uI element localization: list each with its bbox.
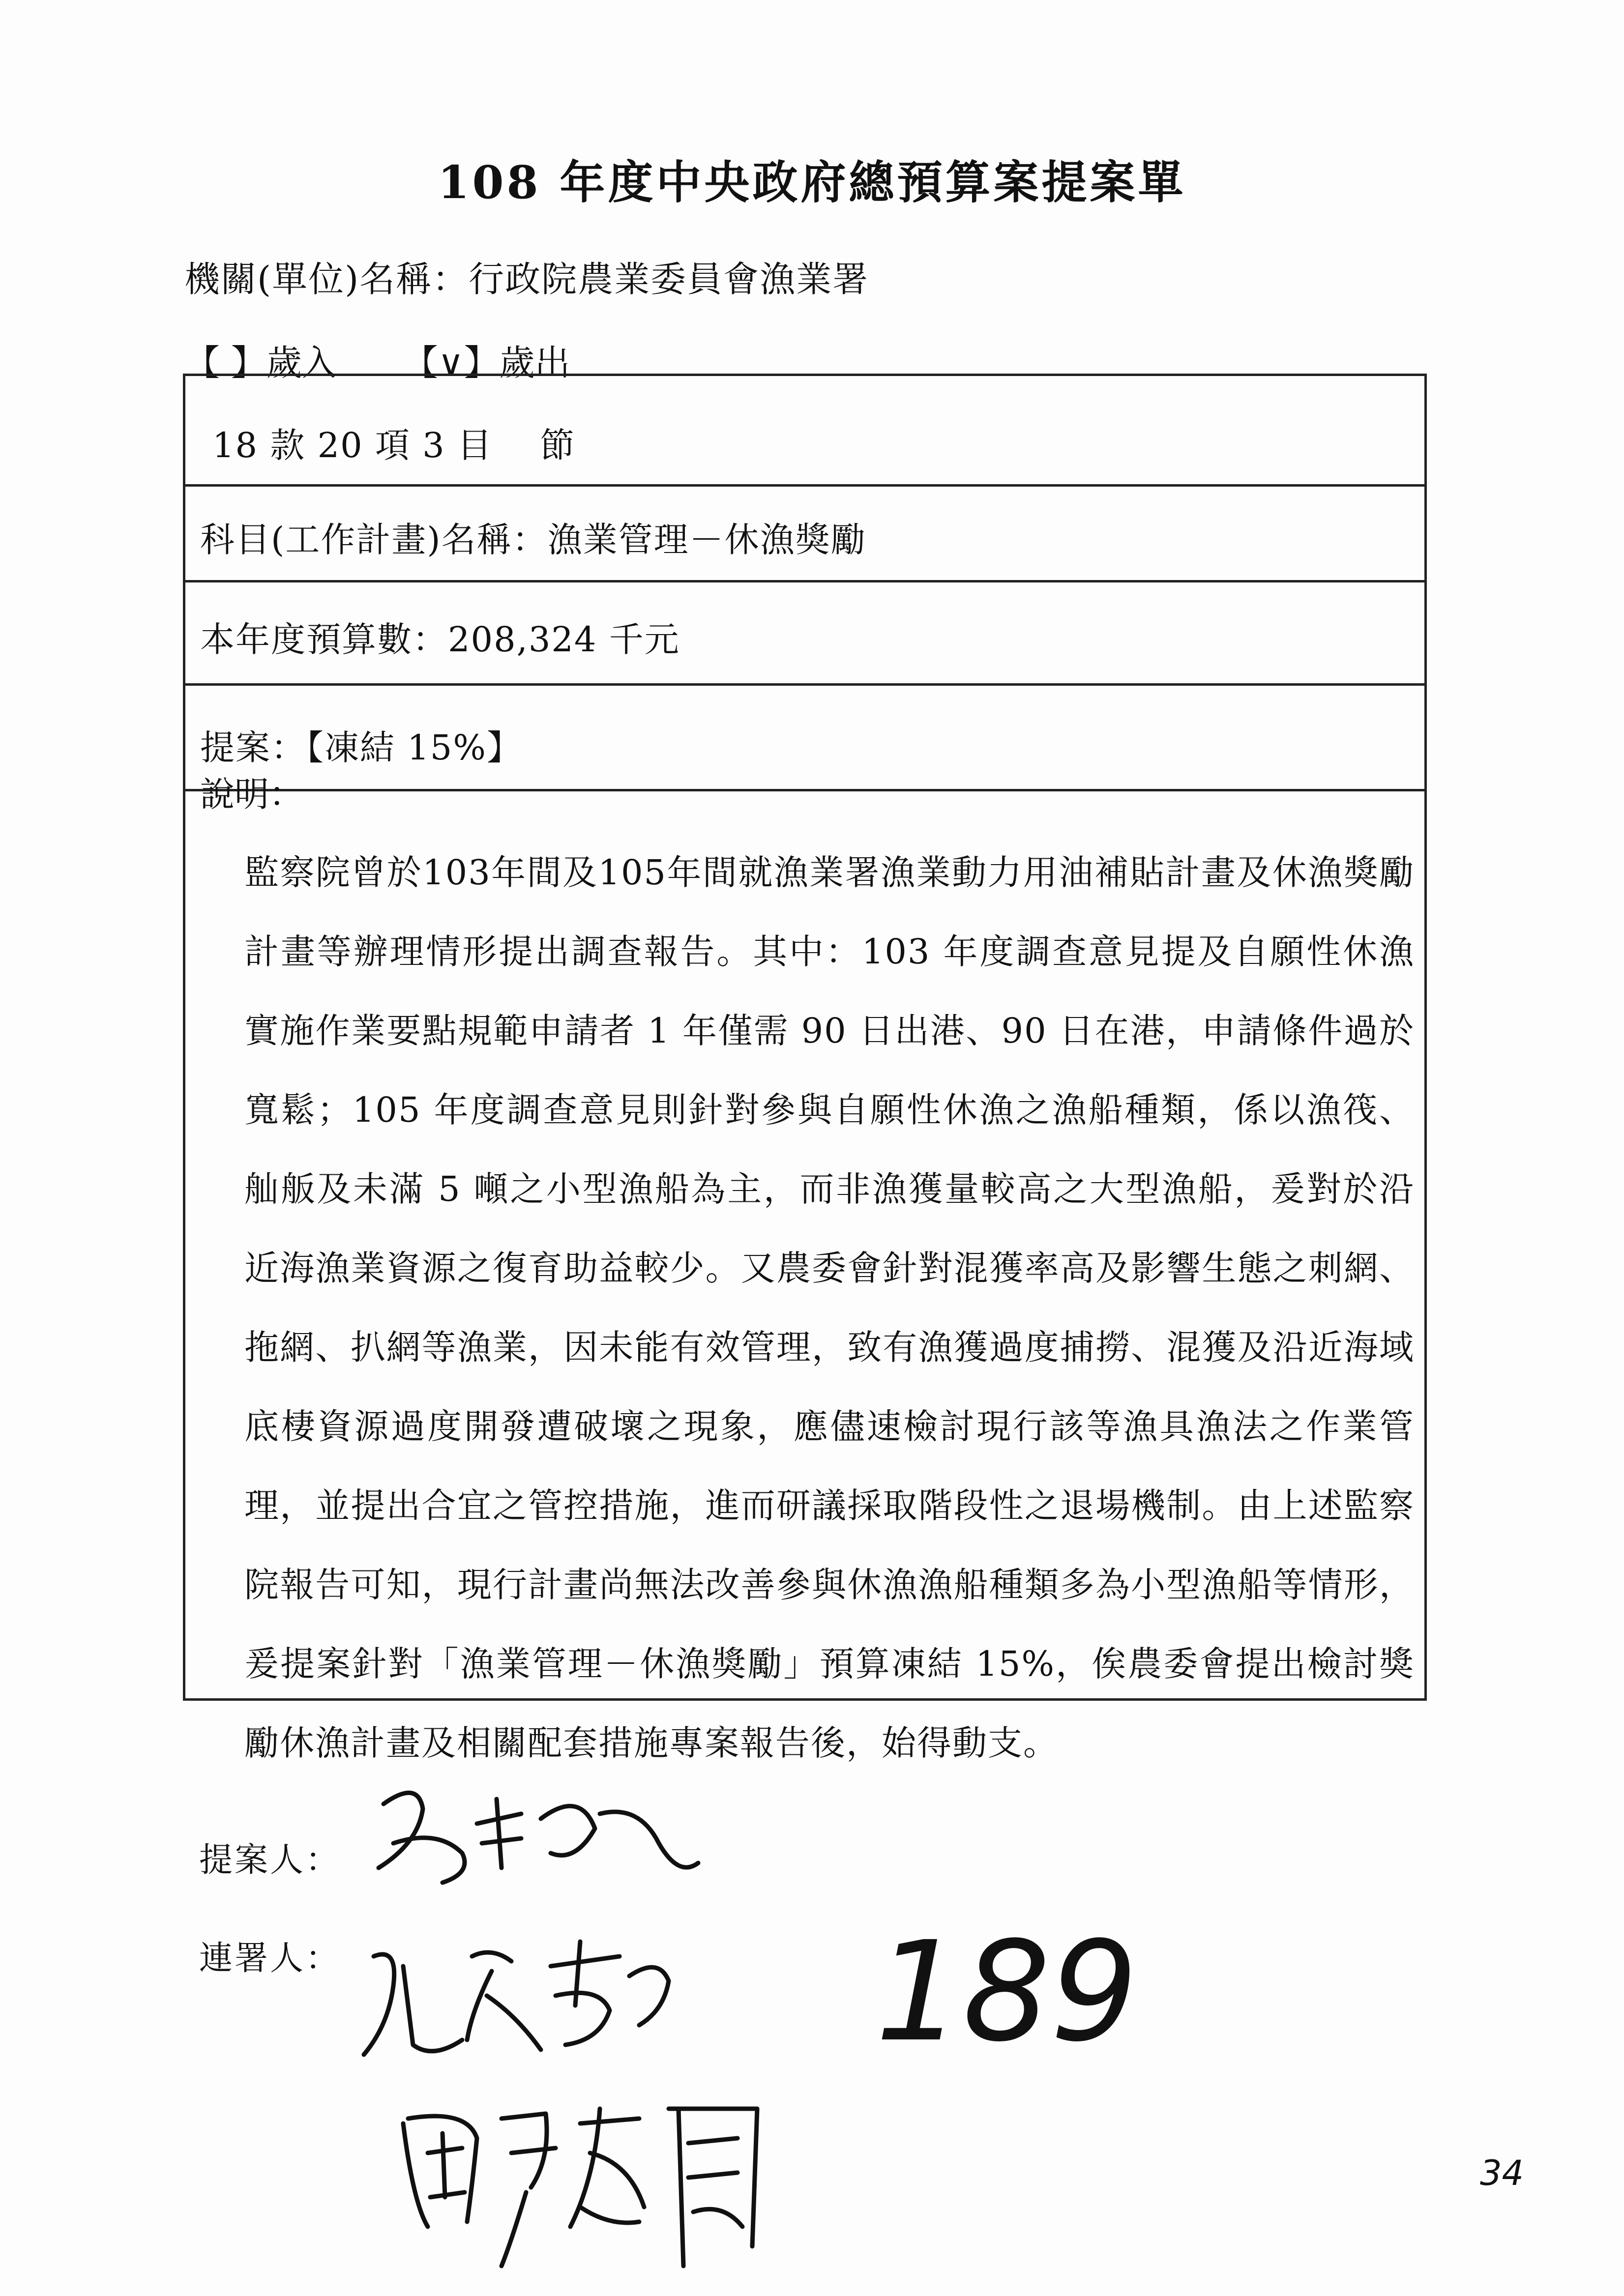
budget-code-row: [185, 376, 1424, 487]
page-number: 34: [1480, 2153, 1524, 2193]
budget-amount: 本年度預算數：208,324 千元: [200, 619, 680, 660]
subject-name: 科目(工作計畫)名稱：漁業管理－休漁獎勵: [200, 520, 866, 560]
budget-amount-row: [185, 582, 1424, 686]
cosigner-label: 連署人：: [199, 1939, 341, 1978]
budget-code: 18 款 20 項 3 目 節: [212, 425, 576, 465]
explanation-label: 說明：: [200, 774, 303, 814]
type-income: 【 】歲入: [184, 342, 337, 383]
page-title: 108 年度中央政府總預算案提案單: [438, 156, 1186, 209]
agency-name: 機關(單位)名稱：行政院農業委員會漁業署: [184, 259, 869, 300]
cosigner-signature-1: [344, 1927, 738, 2074]
type-expense: 【∨】歲出: [402, 342, 570, 383]
proposal-row: [185, 686, 1424, 791]
explanation-text: 監察院曾於103年間及105年間就漁業署漁業動力用油補貼計畫及休漁獎勵計畫等辦理情形提出調查報告。其中：103 年度調查意見提及自願性休漁實施作業要點規範申請者 1 年僅需 90 日出港、90 日在港，申請條件過於寬鬆；105 年度調查意見則針對參與自願性休漁之漁船種類，係以漁筏、舢舨及未滿 5 噸之小型漁船為主，而非漁獲量較高之大型漁船，爰對於沿近海漁業資源之復育助益較少。又農委會針對混獲率高及影響生態之刺網、拖網、扒網等漁業，因未能有效管理，致有漁獲過度捕撈、混獲及沿近海域底棲資源過度開發遭破壞之現象，應儘速檢討現行該等漁具漁法之作業管理，並提出合宜之管控措施，進而研議採取階段性之退場機制。由上述監察院報告可知，現行計畫尚無法改善參與休漁漁船種類多為小型漁船等情形，爰提案針對「漁業管理－休漁獎勵」預算凍結 15%，俟農委會提出檢討獎勵休漁計畫及相關配套措施專案報告後，始得動支。: [244, 852, 1415, 1763]
cosigner-signature-2: [384, 2079, 801, 2286]
subject-row: [185, 487, 1424, 582]
proposer-signature: [364, 1770, 708, 1897]
proposal-table: [183, 374, 1427, 1763]
handwritten-number: 189: [875, 1912, 1138, 2072]
proposer-label: 提案人：: [199, 1841, 341, 1880]
proposal-text: 提案：【凍結 15%】: [200, 727, 522, 768]
